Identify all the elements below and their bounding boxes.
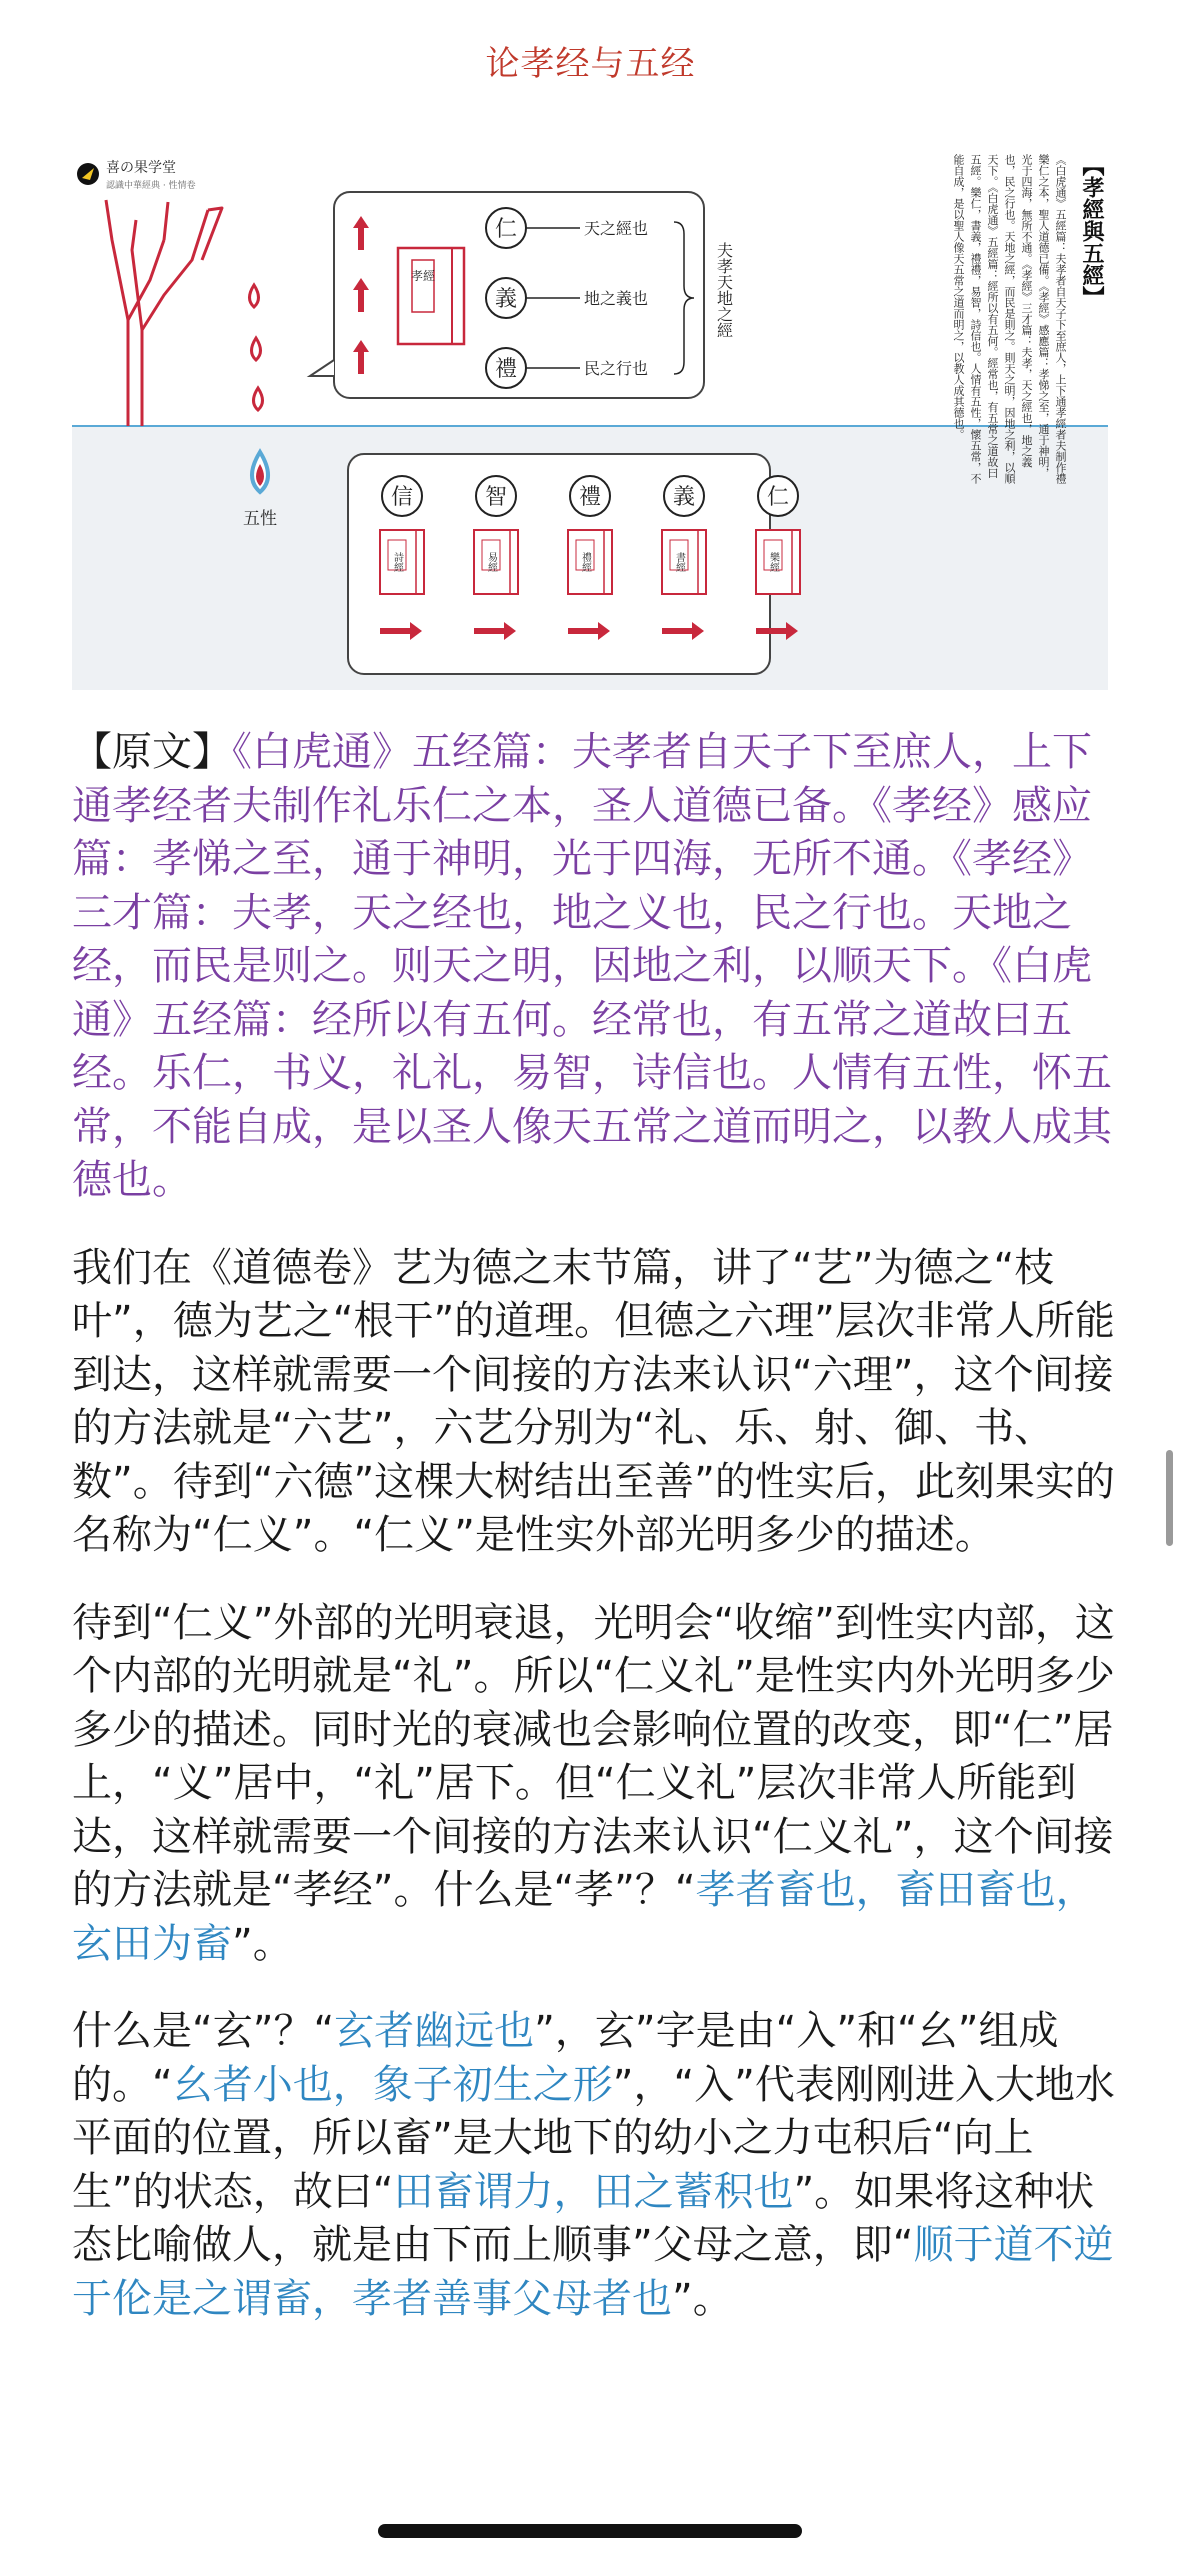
sidebar-text: 《白虎通》五經篇：夫孝者自天子下至庶人，上下通孝經者夫制作禮樂仁之本，聖人道德已備。《孝經》感應篇：孝悌之至，通于神明，光于四海，無所不通。《孝經》三才篇：夫孝，天之經也，地之義也，民之行也。天地之經，而民是則之。則天之明，因地之利，以順天下。《白虎通》五經篇：經所以有五何。經常也，有五常之道故曰五經。樂仁，書義，禮禮，易智，詩信也。人情有五性，懷五常，不能自成，是以聖人像天五常之道而明之，以教人成其德也。 — [952, 154, 1067, 484]
circle-label: 信 — [390, 485, 414, 510]
sidebar-title: 【孝經與五經】 — [1079, 154, 1105, 308]
text-span: ”。如果将这种状态比喻做人，就是由下而上顺事”父母之意，即“ — [72, 2168, 1095, 2268]
drop-icon — [252, 338, 261, 360]
paragraph-4 — [72, 2005, 1117, 2326]
original-quote: 《白虎通》五经篇：夫孝者自天子下至庶人，上下通孝经者夫制作礼乐仁之本，圣人道德已备。《孝经》感应篇：孝悌之至，通于神明，光于四海，无所不通。《孝经》三才篇：夫孝，天之经也，地之义也，民之行也。天地之经，而民是则之。则天之明，因地之利，以顺天下。《白虎通》五经篇：经所以有五何。经常也，有五常之道故曰五经。乐仁，书义，礼礼，易智，诗信也。人情有五性，怀五常，不能自成，是以圣人像天五常之道而明之，以教人成其德也。 — [72, 729, 1112, 1203]
xiaojing-book-icon — [398, 248, 464, 344]
book-label: 樂經 — [767, 552, 779, 572]
drop-icon — [250, 285, 259, 307]
wuxing-label: 五性 — [243, 509, 277, 529]
circle-label: 義 — [494, 287, 518, 312]
quote-span: 田畜谓力，田之蓄积也 — [393, 2168, 794, 2215]
page-title: 论孝经与五经 — [485, 44, 696, 84]
original-label: 【原文】 — [72, 729, 232, 775]
paragraph-original-text — [72, 726, 1117, 1208]
quote-span: 幺者小也，象子初生之形 — [172, 2061, 613, 2108]
book-label-xiaojing: 孝經 — [410, 269, 436, 283]
drop-icon — [254, 388, 263, 410]
logo-name: 喜の果学堂 — [106, 160, 176, 176]
brace-label: 夫孝天地之經 — [714, 242, 734, 338]
top-circles — [486, 208, 526, 388]
text-span: ”。 — [232, 1920, 293, 1967]
text-span: 待到“仁义”外部的光明衰退，光明会“收缩”到性实内部，这个内部的光明就是“礼”。所以“仁义礼”是性实内外光明多少多少的描述。同时光的衰减也会影响位置的改变，即“仁”居上，“义”居中，“礼”居下。但“仁义礼”层次非常人所能到达，这样就需要一个间接的方法来认识“仁义礼”，这个间接的方法就是“孝经”。什么是“孝”？“ — [72, 1599, 1115, 1913]
item-di: 地之義也 — [584, 289, 649, 308]
text-span: ”，“入”代表刚刚进入大地水平面的位置，所以畜”是大地下的幼小之力屯积后“向上生”的状态，故曰“ — [72, 2061, 1115, 2215]
book-label: 詩經 — [391, 552, 403, 572]
home-indicator[interactable] — [378, 2524, 802, 2538]
circle-label: 禮 — [578, 485, 602, 510]
circle-label: 仁 — [494, 217, 518, 242]
circle-label: 義 — [672, 485, 696, 510]
xiaojing-wujing-figure — [72, 130, 1108, 690]
logo-subtitle: 認識中華經典 · 性情卷 — [106, 181, 196, 191]
circle-label: 仁 — [766, 485, 790, 510]
circle-label: 禮 — [494, 357, 518, 382]
book-label: 易經 — [485, 552, 497, 572]
top-box-pointer — [310, 360, 334, 376]
figure-canvas — [72, 130, 1108, 690]
text-span: ”，玄”字是由“入”和“幺”组成的。“ — [72, 2008, 1059, 2108]
sidebar-text-container — [872, 154, 1108, 484]
paragraph-3 — [72, 1597, 1117, 1972]
quote-span: 玄者幽远也 — [334, 2008, 535, 2054]
quote-span: 顺于道不逆于伦是之谓畜，孝者善事父母者也 — [72, 2222, 1114, 2322]
quote-span: 孝者畜也，畜田畜也，玄田为畜 — [72, 1867, 1096, 1967]
paragraph-2: 我们在《道德卷》艺为德之末节篇，讲了“艺”为德之“枝叶”，德为艺之“根干”的道理。但德之六理”层次非常人所能到达，这样就需要一个间接的方法来认识“六理”，这个间接的方法就是“六艺”，六艺分别为“礼、乐、射、御、书、数”。待到“六德”这棵大树结出至善”的性实后，此刻果实的名称为“仁义”。“仁义”是性实外部光明多少的描述。 — [72, 1244, 1115, 1558]
text-span: ”。 — [672, 2275, 733, 2322]
scrollbar-thumb[interactable] — [1166, 1450, 1173, 1546]
book-label: 禮經 — [579, 552, 591, 572]
item-tian: 天之經也 — [584, 219, 649, 238]
circle-label: 智 — [484, 485, 508, 510]
article-body — [72, 726, 1117, 2360]
text-span: 什么是“玄”？“ — [72, 2008, 335, 2054]
root-tree-icon — [106, 200, 222, 426]
item-min: 民之行也 — [584, 359, 649, 378]
book-label: 書經 — [673, 552, 685, 572]
